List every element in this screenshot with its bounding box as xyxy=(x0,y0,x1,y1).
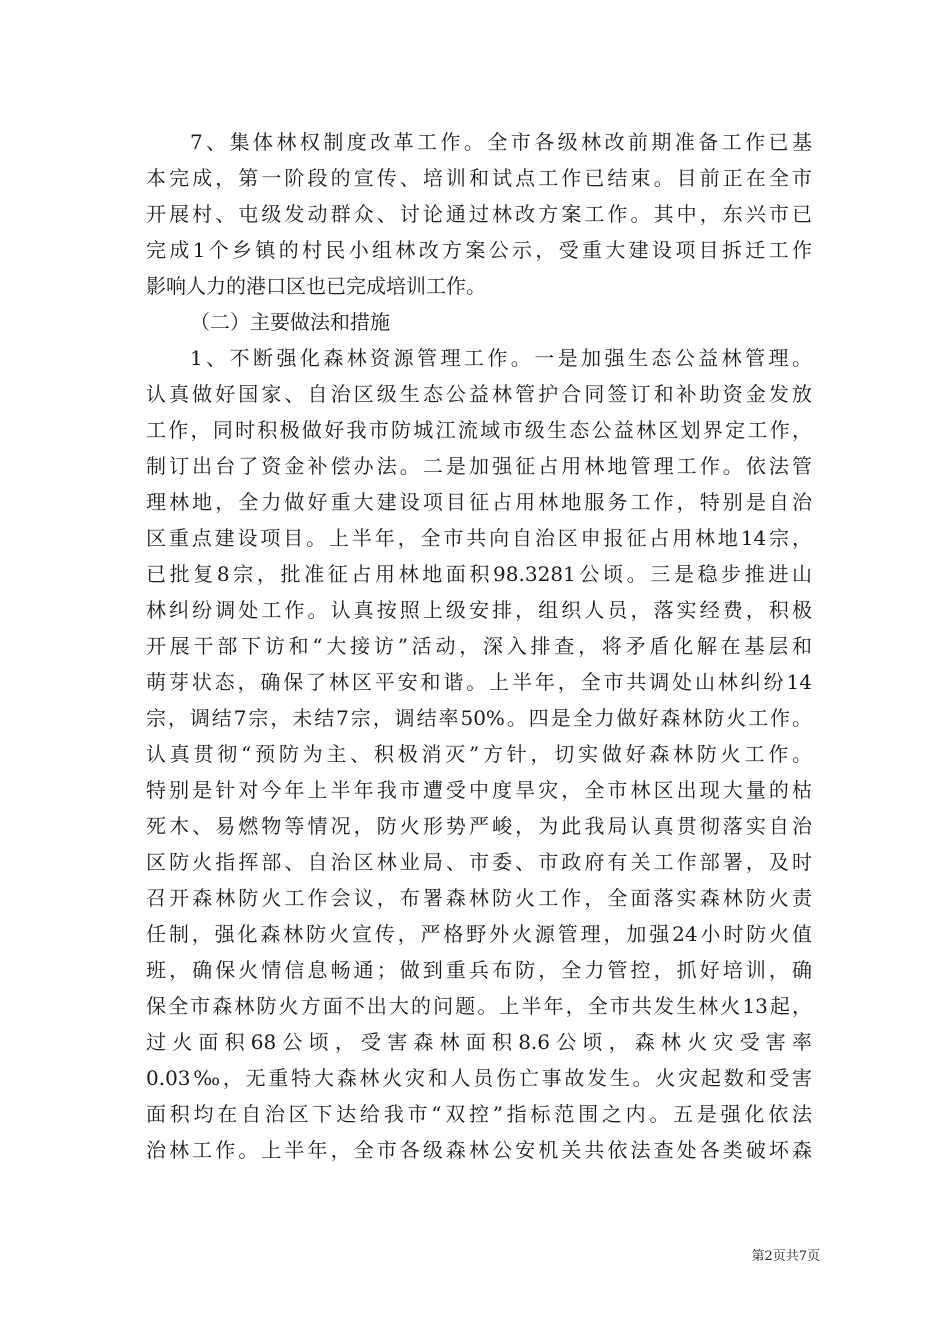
text-line: 已批复8宗，批准征占用林地面积98.3281公顷。三是稳步推进山 xyxy=(146,562,812,586)
text-line: 区防火指挥部、自治区林业局、市委、市政府有关工作部署，及时 xyxy=(146,850,812,874)
text-line: 面积均在自治区下达给我市“双控”指标范围之内。五是强化依法 xyxy=(146,1102,812,1126)
text-line: 影响人力的港口区也已完成培训工作。 xyxy=(146,274,486,298)
text-line: 班，确保火情信息畅通；做到重兵布防，全力管控，抓好培训，确 xyxy=(146,958,812,982)
page-number: 第2页共7页 xyxy=(751,1249,820,1264)
text-line: 开展村、屯级发动群众、讨论通过林改方案工作。其中，东兴市已 xyxy=(146,202,812,226)
section-heading: （二）主要做法和措施 xyxy=(190,310,390,334)
text-line: 制订出台了资金补偿办法。二是加强征占用林地管理工作。依法管 xyxy=(146,454,812,478)
text-line: 过火面积68公顷，受害森林面积8.6公顷，森林火灾受害率 xyxy=(146,1030,812,1054)
text-line: 1、不断强化森林资源管理工作。一是加强生态公益林管理。 xyxy=(190,346,812,370)
text-line: 认真做好国家、自治区级生态公益林管护合同签订和补助资金发放 xyxy=(146,382,812,406)
text-line: 死木、易燃物等情况，防火形势严峻，为此我局认真贯彻落实自治 xyxy=(146,814,812,838)
text-line: 完成1个乡镇的村民小组林改方案公示，受重大建设项目拆迁工作 xyxy=(146,238,812,262)
text-line: 本完成，第一阶段的宣传、培训和试点工作已结束。目前正在全市 xyxy=(146,166,812,190)
text-line: 认真贯彻“预防为主、积极消灭”方针，切实做好森林防火工作。 xyxy=(146,742,812,766)
text-line: 区重点建设项目。上半年，全市共向自治区申报征占用林地14宗， xyxy=(146,526,812,550)
text-line: 保全市森林防火方面不出大的问题。上半年，全市共发生林火13起， xyxy=(146,994,812,1018)
text-line: 0.03‰，无重特大森林火灾和人员伤亡事故发生。火灾起数和受害 xyxy=(146,1066,812,1090)
text-line: 召开森林防火工作会议，布署森林防火工作，全面落实森林防火责 xyxy=(146,886,812,910)
text-line: 理林地，全力做好重大建设项目征占用林地服务工作，特别是自治 xyxy=(146,490,812,514)
text-line: 开展干部下访和“大接访”活动，深入排查，将矛盾化解在基层和 xyxy=(146,634,812,658)
text-line: 特别是针对今年上半年我市遭受中度旱灾，全市林区出现大量的枯 xyxy=(146,778,812,802)
text-line: 宗，调结7宗，未结7宗，调结率50%。四是全力做好森林防火工作。 xyxy=(146,706,812,730)
text-line: 工作，同时积极做好我市防城江流域市级生态公益林区划界定工作， xyxy=(146,418,812,442)
text-line: 治林工作。上半年，全市各级森林公安机关共依法查处各类破坏森 xyxy=(146,1138,812,1162)
text-line: 林纠纷调处工作。认真按照上级安排，组织人员，落实经费，积极 xyxy=(146,598,812,622)
text-line: 萌芽状态，确保了林区平安和谐。上半年，全市共调处山林纠纷14 xyxy=(146,670,812,694)
text-line: 任制，强化森林防火宣传，严格野外火源管理，加强24小时防火值 xyxy=(146,922,812,946)
text-line: 7、集体林权制度改革工作。全市各级林改前期准备工作已基 xyxy=(190,130,812,154)
